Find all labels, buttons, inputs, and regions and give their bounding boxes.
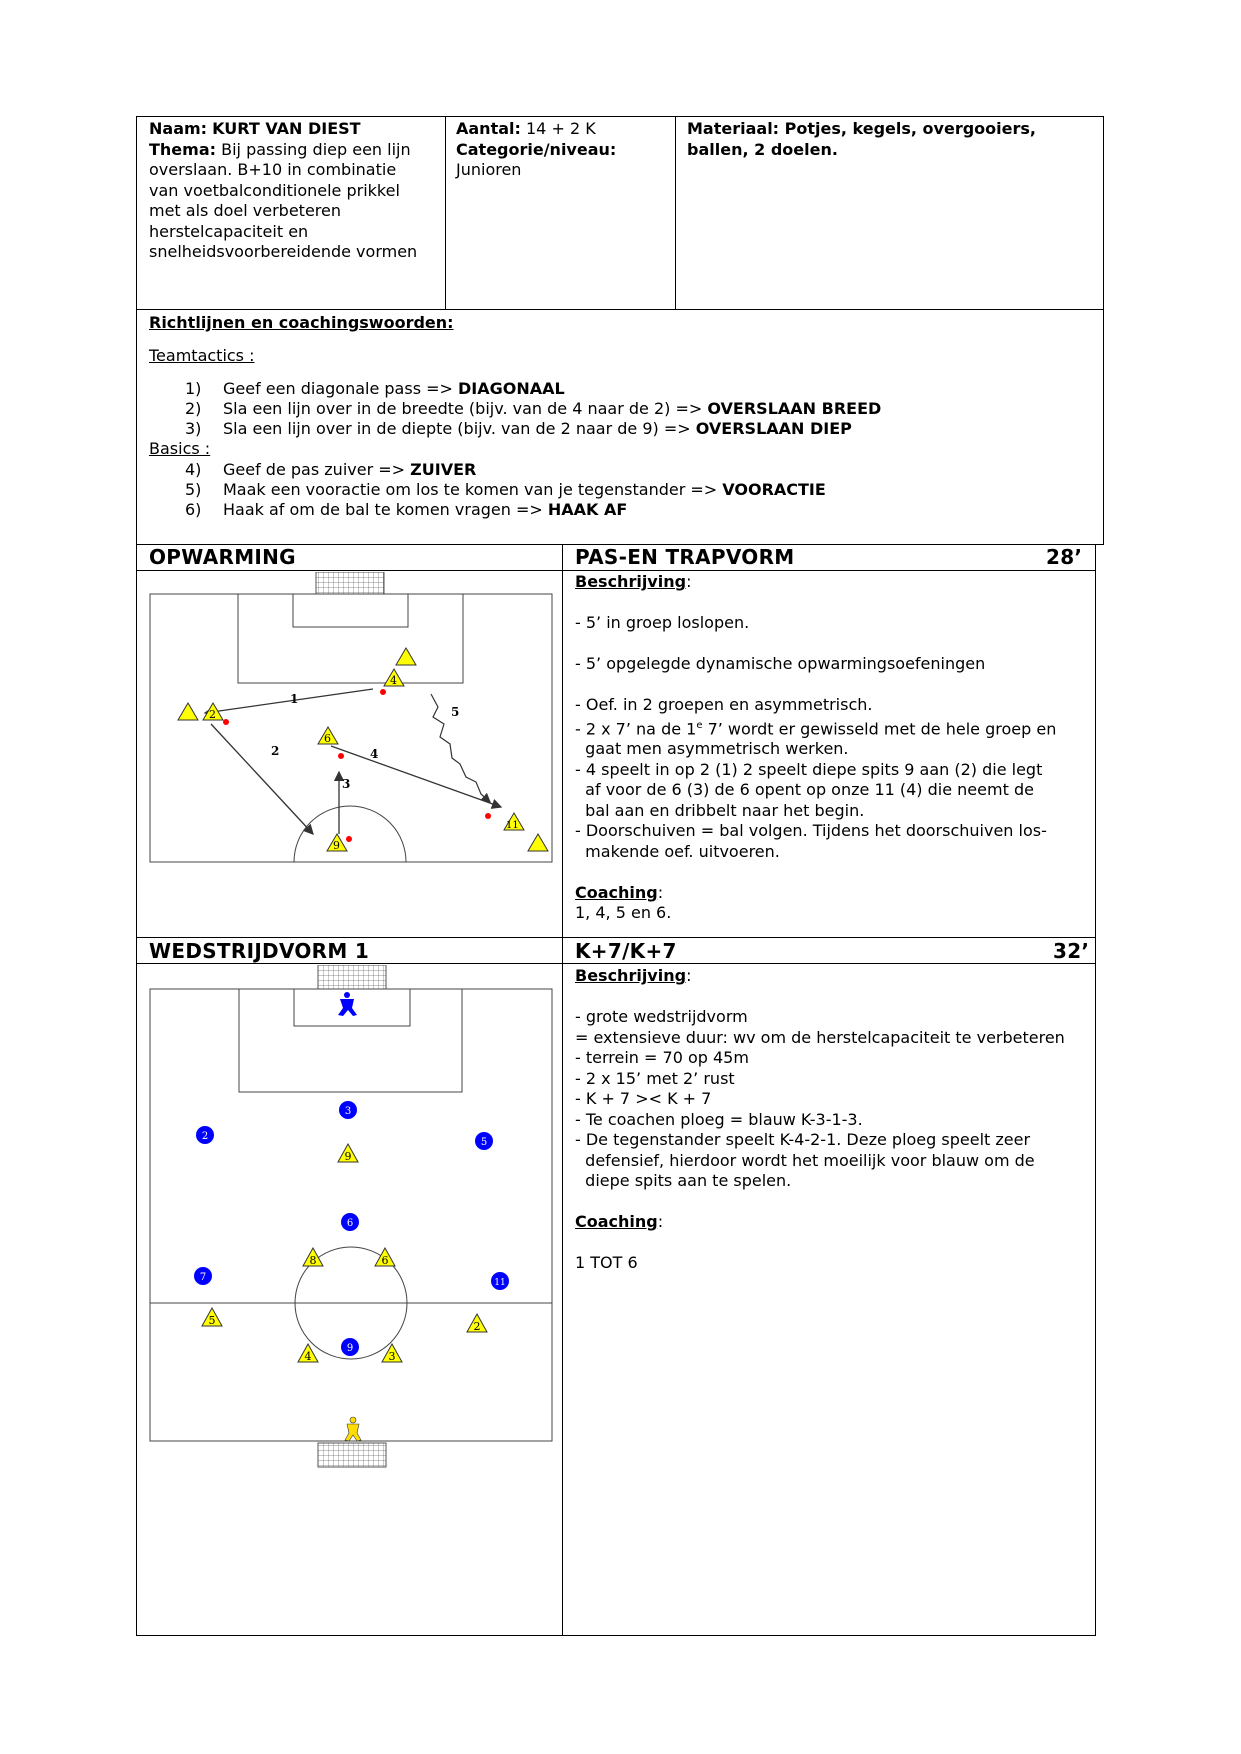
thema-line: herstelcapaciteit en — [149, 221, 309, 241]
desc-line: - De tegenstander speelt K-4-2-1. Deze ploeg speelt zeer — [575, 1130, 1031, 1149]
thema-line: snelheidsvoorbereidende vormen — [149, 242, 418, 261]
ball — [223, 719, 229, 725]
desc-line: - 4 speelt in op 2 (1) 2 speelt diepe spits 9 aan (2) die legt — [575, 759, 1043, 779]
beschrijving-label: Beschrijving — [575, 572, 687, 591]
thema-line: met als doel verbeteren — [149, 201, 341, 220]
list-item: 1) Geef een diagonale pass => DIAGONAAL — [185, 379, 565, 398]
naam-thema-cell — [149, 119, 439, 263]
naam-label: Naam: — [149, 119, 208, 138]
goal-net — [316, 572, 384, 594]
desc-line: bal aan en dribbelt naar het begin. — [575, 800, 865, 820]
pitch — [150, 594, 552, 862]
section-subtitle: K+7/K+7 — [575, 939, 677, 963]
arrow-label: 2 — [271, 744, 280, 758]
aantal-cell — [456, 119, 616, 181]
section-title: OPWARMING — [149, 545, 296, 569]
player-number: 2 — [209, 708, 216, 721]
svg-text:6: 6 — [381, 1254, 389, 1267]
arrow-label: 5 — [451, 705, 460, 719]
col-divider-1 — [445, 116, 446, 310]
list-item: 4) Geef de pas zuiver => ZUIVER — [185, 460, 477, 479]
materiaal-cell — [687, 119, 1036, 160]
section-subtitle: PAS-EN TRAPVORM — [575, 545, 795, 569]
list-item: 3) Sla een lijn over in de diepte (bijv. van de 2 naar de 9) => OVERSLAAN DIEP — [185, 419, 852, 438]
desc-line: diepe spits aan te spelen. — [575, 1171, 792, 1190]
materiaal-line: Materiaal: Potjes, kegels, overgooiers, — [687, 119, 1036, 138]
svg-text:5: 5 — [480, 1137, 488, 1148]
aantal-label: Aantal: — [456, 119, 521, 138]
blue-player — [341, 1213, 359, 1231]
desc-line: = extensieve duur: wv om de herstelcapaciteit te verbeteren — [575, 1027, 1065, 1047]
desc-line: - 2 x 7’ na de 1e 7’ wordt er gewisseld met de hele groep en — [575, 718, 1057, 738]
svg-text:2: 2 — [473, 1320, 481, 1333]
section-duration: 28’ — [1046, 545, 1083, 569]
desc-line: - Te coachen ploeg = blauw K-3-1-3. — [575, 1109, 863, 1129]
row-line — [136, 570, 1096, 571]
player-number: 6 — [324, 732, 331, 745]
section-title: WEDSTRIJDVORM 1 — [149, 939, 370, 963]
desc-line: af voor de 6 (3) de 6 opent op onze 11 (4) die neemt de — [575, 780, 1034, 800]
ball — [346, 836, 352, 842]
desc-line: - 5’ opgelegde dynamische opwarmingsoefeningen — [575, 654, 986, 673]
ball — [380, 689, 386, 695]
richtlijnen-title: Richtlijnen en coachingswoorden: — [149, 313, 454, 332]
svg-text:11: 11 — [494, 1278, 506, 1288]
blue-player — [341, 1338, 359, 1356]
svg-text:3: 3 — [388, 1350, 396, 1363]
ball — [338, 753, 344, 759]
arrow-label: 4 — [370, 747, 379, 761]
svg-text:4: 4 — [304, 1350, 312, 1363]
goal-net — [318, 1443, 386, 1467]
col-divider-2 — [675, 116, 676, 310]
list-item: 5) Maak een vooractie om los te komen van je tegenstander => VOORACTIE — [185, 480, 826, 499]
opwarming-diagram — [148, 572, 556, 872]
coaching-label: Coaching — [575, 1212, 658, 1231]
blue-player — [491, 1272, 509, 1290]
desc-line: - Doorschuiven = bal volgen. Tijdens het doorschuiven los- — [575, 821, 1047, 841]
desc-line: defensief, hierdoor wordt het moeilijk voor blauw om de — [575, 1150, 1035, 1170]
description: Beschrijving: - 5’ in groep loslopen. - 5’ opgelegde dynamische opwarmingsoefeningen - Oef. in 2 groepen en asymmetrisch. - 2 x 7’ na de 1e 7’ wordt er gewisseld met de hele groep en gaat men asymmetrisch werken. - 4 speelt in op 2 (1) 2 speelt diepe spits 9 aan (2) die legt af voor de 6 (3) de 6 opent op onze 11 (4) die neemt de bal aan en dribbelt naar het begin. - Doorschuiven = bal volgen. Tijdens het doorschuiven los- makende oef. uitvoeren. Coaching: 1, 4, 5 en 6. — [575, 572, 1057, 923]
svg-text:6: 6 — [346, 1218, 354, 1229]
svg-text:8: 8 — [309, 1254, 317, 1267]
blue-player — [196, 1126, 214, 1144]
categorie-label: Categorie/niveau: — [456, 139, 617, 159]
svg-text:3: 3 — [344, 1106, 352, 1117]
blue-player — [339, 1101, 357, 1119]
wedstrijdvorm-diagram — [148, 965, 558, 1477]
desc-line: makende oef. uitvoeren. — [575, 841, 780, 861]
desc-line: gaat men asymmetrisch werken. — [575, 739, 849, 759]
svg-text:9: 9 — [344, 1150, 352, 1163]
desc-line: - terrein = 70 op 45m — [575, 1048, 749, 1067]
desc-line: - Oef. in 2 groepen en asymmetrisch. — [575, 695, 873, 714]
player-number: 9 — [333, 839, 340, 852]
materiaal-line: ballen, 2 doelen. — [687, 139, 838, 159]
desc-line: - grote wedstrijdvorm — [575, 1007, 748, 1026]
goal-net — [318, 965, 386, 989]
beschrijving-label: Beschrijving — [575, 966, 687, 985]
player-number: 4 — [390, 674, 397, 687]
basics-label: Basics : — [149, 439, 211, 458]
coaching-label: Coaching — [575, 882, 658, 902]
coaching-text: 1, 4, 5 en 6. — [575, 903, 672, 923]
blue-player — [194, 1267, 212, 1285]
player-number: 11 — [506, 820, 519, 831]
teamtactics-label: Teamtactics : — [149, 346, 255, 365]
list-item: 2) Sla een lijn over in de breedte (bijv. van de 4 naar de 2) => OVERSLAAN BREED — [185, 399, 882, 418]
naam-value: KURT VAN DIEST — [212, 119, 361, 138]
thema-line: overslaan. B+10 in combinatie — [149, 160, 397, 179]
list-item: 6) Haak af om de bal te komen vragen => HAAK AF — [185, 500, 628, 519]
description: Beschrijving: - grote wedstrijdvorm = extensieve duur: wv om de herstelcapaciteit te verbeteren - terrein = 70 op 45m - 2 x 15’ met 2’ rust - K + 7 >< K + 7 - Te coachen ploeg = blauw K-3-1-3. - De tegenstander speelt K-4-2-1. Deze ploeg speelt zeer defensief, hierdoor wordt het moeilijk voor blauw om de diepe spits aan te spelen. Coaching: 1 TOT 6 — [575, 966, 1065, 1272]
desc-line: - 5’ in groep loslopen. — [575, 613, 750, 632]
thema-line: Bij passing diep een lijn — [221, 139, 411, 159]
coaching-text: 1 TOT 6 — [575, 1253, 638, 1272]
blue-player — [475, 1132, 493, 1150]
aantal-value: 14 + 2 K — [526, 119, 596, 138]
svg-text:5: 5 — [208, 1314, 216, 1327]
desc-line: - K + 7 >< K + 7 — [575, 1089, 712, 1108]
ball — [485, 813, 491, 819]
thema-label: Thema: — [149, 139, 217, 159]
row-line — [136, 937, 1096, 938]
categorie-value: Junioren — [456, 160, 522, 179]
arrow-label: 1 — [290, 692, 299, 706]
section-duration: 32’ — [1053, 939, 1090, 963]
arrow-label: 3 — [342, 777, 351, 791]
exercise-col-divider — [562, 544, 563, 1636]
desc-line: - 2 x 15’ met 2’ rust — [575, 1068, 735, 1088]
svg-text:9: 9 — [346, 1343, 354, 1354]
svg-text:7: 7 — [199, 1272, 207, 1283]
svg-text:2: 2 — [201, 1131, 209, 1142]
thema-line: van voetbalconditionele prikkel — [149, 180, 400, 200]
row-line — [136, 963, 1096, 964]
